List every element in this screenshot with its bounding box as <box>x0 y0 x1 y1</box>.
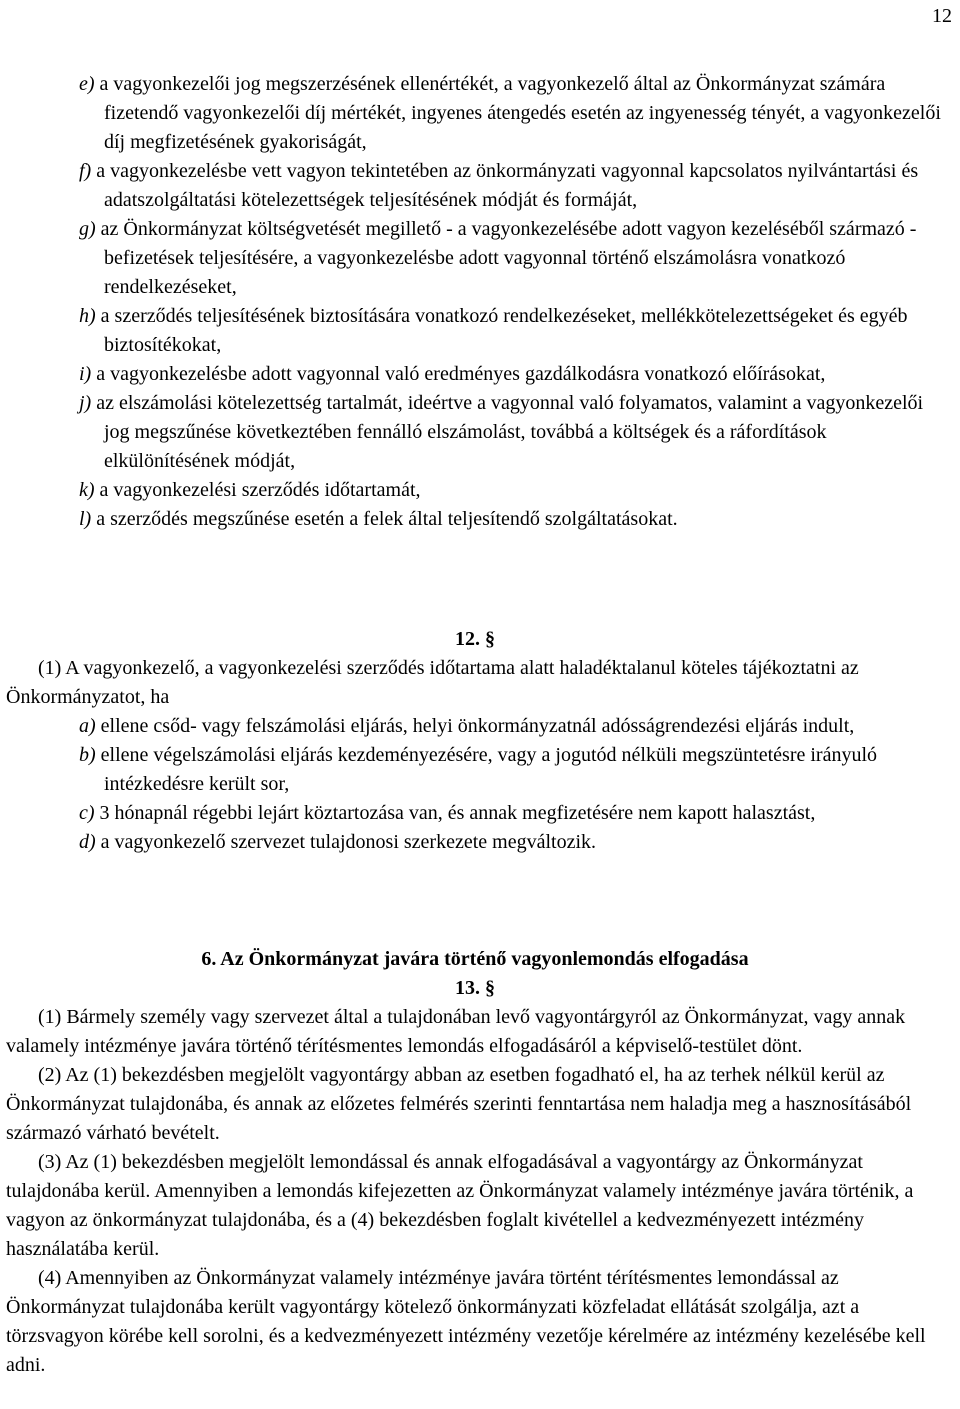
list-item-b <box>0 741 950 799</box>
item-text: ellene végelszámolási eljárás kezdeményezésére, vagy a jogutód nélküli megszüntetésre irányuló intézkedésre került sor, <box>100 744 878 795</box>
item-text: 3 hónapnál régebbi lejárt köztartozása van, és annak megfizetésére nem kapott halasztást, <box>99 802 816 824</box>
list-item-e <box>0 70 950 157</box>
item-letter: a) <box>79 715 96 737</box>
list-item-l <box>0 505 950 534</box>
item-text: az elszámolási kötelezettség tartalmát, ideértve a vagyonnal való folyamatos, valamint a vagyonkezelői jog megszűnése következtében fennálló elszámolást, továbbá a költségek és a ráfordítások elkülönítésének módját, <box>96 392 924 472</box>
item-text: a vagyonkezelésbe vett vagyon tekintetében az önkormányzati vagyonnal kapcsolatos nyilvántartási és adatszolgáltatási kötelezettségek teljesítésének módját és formáját, <box>96 160 919 211</box>
paragraph: (1) Bármely személy vagy szervezet által a tulajdonában levő vagyontárgyról az Önkormányzat, vagy annak valamely intézménye javára történő térítésmentes lemondás elfogadásáról a képviselő-testület dönt. <box>6 1006 906 1057</box>
chapter-6 <box>0 945 950 1380</box>
section-intro: (1) A vagyonkezelő, a vagyonkezelési szerződés időtartama alatt haladéktalanul köteles tájékoztatni az Önkormányzatot, ha <box>6 657 859 708</box>
item-letter: g) <box>79 218 96 240</box>
item-text: a vagyonkezelő szervezet tulajdonosi szerkezete megváltozik. <box>100 831 597 853</box>
section-heading: 13. § <box>455 977 495 999</box>
item-text: a szerződés megszűnése esetén a felek által teljesítendő szolgáltatásokat. <box>96 508 678 530</box>
item-text: a vagyonkezelői jog megszerzésének ellenértékét, a vagyonkezelő által az Önkormányzat számára fizetendő vagyonkezelői díj mértékét, ingyenes átengedés esetén az ingyenesség tényét, a vagyonkezelői díj megfizetésének gyakoriságát, <box>99 73 941 153</box>
list-item-g <box>0 215 950 302</box>
item-letter: h) <box>79 305 96 327</box>
item-letter: j) <box>79 392 92 414</box>
list-item-k <box>0 476 950 505</box>
item-letter: f) <box>79 160 92 182</box>
item-letter: l) <box>79 508 92 530</box>
paragraph: (2) Az (1) bekezdésben megjelölt vagyontárgy abban az esetben fogadható el, ha az terhek nélkül kerül az Önkormányzat tulajdonába, és annak az előzetes felmérés szerinti fenntartása nem haladja meg a hasznosításából származó várható bevételt. <box>6 1064 912 1144</box>
item-letter: e) <box>79 73 95 95</box>
list-item-h <box>0 302 950 360</box>
item-text: ellene csőd- vagy felszámolási eljárás, helyi önkormányzatnál adósságrendezési eljárás indult, <box>100 715 855 737</box>
list-item-c <box>0 799 950 828</box>
item-text: a vagyonkezelésbe adott vagyonnal való eredményes gazdálkodásra vonatkozó előírásokat, <box>96 363 826 385</box>
item-letter: k) <box>79 479 95 501</box>
item-text: a szerződés teljesítésének biztosítására vonatkozó rendelkezéseket, mellékkötelezettségeket és egyéb biztosítékokat, <box>100 305 908 356</box>
section-12 <box>0 625 950 857</box>
item-text: a vagyonkezelési szerződés időtartamát, <box>99 479 421 501</box>
section-heading: 12. § <box>455 628 495 650</box>
item-letter: d) <box>79 831 96 853</box>
item-letter: i) <box>79 363 92 385</box>
chapter-title: 6. Az Önkormányzat javára történő vagyonlemondás elfogadása <box>201 948 749 970</box>
list-item-a <box>0 712 950 741</box>
list-item-f <box>0 157 950 215</box>
item-letter: c) <box>79 802 95 824</box>
paragraph: (4) Amennyiben az Önkormányzat valamely intézménye javára történt térítésmentes lemondással az Önkormányzat tulajdonába került vagyontárgy kötelező önkormányzati közfeladat ellátását szolgálja, azt a törzsvagyon körébe kell sorolni, és a kedvezményezett intézmény vezetője kérelmére az intézmény kezelésébe kell adni. <box>6 1267 926 1376</box>
list-top <box>0 70 950 534</box>
item-text: az Önkormányzat költségvetését megillető - a vagyonkezelésébe adott vagyon kezeléséből származó - befizetések teljesítésére, a vagyonkezelésbe adott vagyonnal történő elszámolásra vonatkozó rendelkezéseket, <box>100 218 917 298</box>
item-letter: b) <box>79 744 96 766</box>
list-item-j <box>0 389 950 476</box>
list-item-i <box>0 360 950 389</box>
list-item-d <box>0 828 950 857</box>
paragraph: (3) Az (1) bekezdésben megjelölt lemondással és annak elfogadásával a vagyontárgy az Önkormányzat tulajdonába kerül. Amennyiben a lemondás kifejezetten az Önkormányzat valamely intézménye javára történik, a vagyon az önkormányzat tulajdonába, és a (4) bekezdésben foglalt kivétellel a kedvezményezett intézmény használatába kerül. <box>6 1151 914 1260</box>
page-number: 12 <box>932 5 952 27</box>
